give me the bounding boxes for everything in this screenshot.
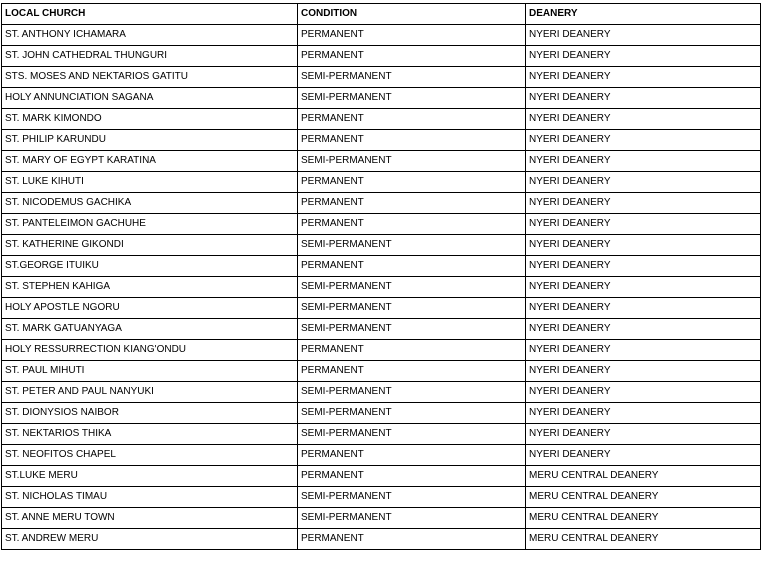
cell-deanery: NYERI DEANERY xyxy=(526,130,761,151)
cell-deanery: MERU CENTRAL DEANERY xyxy=(526,466,761,487)
cell-deanery: MERU CENTRAL DEANERY xyxy=(526,508,761,529)
cell-condition: SEMI-PERMANENT xyxy=(298,277,526,298)
church-table xyxy=(1,3,761,550)
cell-condition: SEMI-PERMANENT xyxy=(298,403,526,424)
table-row xyxy=(2,172,761,193)
table-row xyxy=(2,508,761,529)
cell-deanery: NYERI DEANERY xyxy=(526,151,761,172)
table-row xyxy=(2,256,761,277)
cell-local-church: ST. NEOFITOS CHAPEL xyxy=(2,445,298,466)
cell-deanery: MERU CENTRAL DEANERY xyxy=(526,529,761,550)
cell-condition: PERMANENT xyxy=(298,445,526,466)
cell-deanery: NYERI DEANERY xyxy=(526,256,761,277)
table-row xyxy=(2,25,761,46)
cell-local-church: ST. ANTHONY ICHAMARA xyxy=(2,25,298,46)
cell-local-church: ST. MARK GATUANYAGA xyxy=(2,319,298,340)
cell-local-church: ST. LUKE KIHUTI xyxy=(2,172,298,193)
table-row xyxy=(2,466,761,487)
cell-deanery: NYERI DEANERY xyxy=(526,382,761,403)
cell-local-church: ST. PAUL MIHUTI xyxy=(2,361,298,382)
table-row xyxy=(2,88,761,109)
cell-condition: PERMANENT xyxy=(298,172,526,193)
cell-condition: PERMANENT xyxy=(298,466,526,487)
cell-condition: SEMI-PERMANENT xyxy=(298,487,526,508)
cell-deanery: NYERI DEANERY xyxy=(526,298,761,319)
cell-local-church: ST. ANNE MERU TOWN xyxy=(2,508,298,529)
cell-condition: PERMANENT xyxy=(298,256,526,277)
cell-condition: SEMI-PERMANENT xyxy=(298,67,526,88)
cell-condition: PERMANENT xyxy=(298,25,526,46)
cell-deanery: NYERI DEANERY xyxy=(526,361,761,382)
table-row xyxy=(2,382,761,403)
header-deanery: DEANERY xyxy=(526,4,761,25)
cell-condition: PERMANENT xyxy=(298,214,526,235)
cell-deanery: NYERI DEANERY xyxy=(526,193,761,214)
cell-condition: SEMI-PERMANENT xyxy=(298,424,526,445)
cell-condition: PERMANENT xyxy=(298,130,526,151)
cell-local-church: ST. NICHOLAS TIMAU xyxy=(2,487,298,508)
table-row xyxy=(2,487,761,508)
table-row xyxy=(2,529,761,550)
cell-local-church: ST.LUKE MERU xyxy=(2,466,298,487)
cell-deanery: NYERI DEANERY xyxy=(526,340,761,361)
table-row xyxy=(2,361,761,382)
header-row xyxy=(2,4,761,25)
cell-deanery: NYERI DEANERY xyxy=(526,46,761,67)
cell-local-church: ST. NEKTARIOS THIKA xyxy=(2,424,298,445)
table-row xyxy=(2,445,761,466)
cell-local-church: ST. STEPHEN KAHIGA xyxy=(2,277,298,298)
cell-deanery: NYERI DEANERY xyxy=(526,445,761,466)
table-row xyxy=(2,424,761,445)
cell-condition: PERMANENT xyxy=(298,361,526,382)
cell-deanery: NYERI DEANERY xyxy=(526,88,761,109)
cell-deanery: NYERI DEANERY xyxy=(526,235,761,256)
cell-deanery: NYERI DEANERY xyxy=(526,214,761,235)
cell-local-church: ST. KATHERINE GIKONDI xyxy=(2,235,298,256)
cell-deanery: NYERI DEANERY xyxy=(526,277,761,298)
cell-local-church: ST. JOHN CATHEDRAL THUNGURI xyxy=(2,46,298,67)
table-row xyxy=(2,214,761,235)
cell-condition: SEMI-PERMANENT xyxy=(298,88,526,109)
cell-local-church: STS. MOSES AND NEKTARIOS GATITU xyxy=(2,67,298,88)
table-row xyxy=(2,130,761,151)
cell-condition: SEMI-PERMANENT xyxy=(298,151,526,172)
table-row xyxy=(2,277,761,298)
cell-condition: SEMI-PERMANENT xyxy=(298,382,526,403)
cell-local-church: HOLY ANNUNCIATION SAGANA xyxy=(2,88,298,109)
cell-local-church: ST.GEORGE ITUIKU xyxy=(2,256,298,277)
table-body xyxy=(2,25,761,550)
cell-condition: SEMI-PERMANENT xyxy=(298,298,526,319)
cell-local-church: HOLY APOSTLE NGORU xyxy=(2,298,298,319)
cell-condition: PERMANENT xyxy=(298,529,526,550)
cell-deanery: NYERI DEANERY xyxy=(526,109,761,130)
cell-condition: PERMANENT xyxy=(298,340,526,361)
cell-deanery: NYERI DEANERY xyxy=(526,319,761,340)
cell-local-church: ST. PANTELEIMON GACHUHE xyxy=(2,214,298,235)
table-row xyxy=(2,298,761,319)
table-row xyxy=(2,46,761,67)
cell-deanery: MERU CENTRAL DEANERY xyxy=(526,487,761,508)
table-row xyxy=(2,109,761,130)
table-row xyxy=(2,319,761,340)
cell-deanery: NYERI DEANERY xyxy=(526,25,761,46)
cell-local-church: ST. MARK KIMONDO xyxy=(2,109,298,130)
cell-condition: PERMANENT xyxy=(298,193,526,214)
cell-local-church: ST. ANDREW MERU xyxy=(2,529,298,550)
table-row xyxy=(2,151,761,172)
cell-deanery: NYERI DEANERY xyxy=(526,424,761,445)
cell-condition: PERMANENT xyxy=(298,109,526,130)
cell-deanery: NYERI DEANERY xyxy=(526,67,761,88)
cell-local-church: ST. PETER AND PAUL NANYUKI xyxy=(2,382,298,403)
table-row xyxy=(2,67,761,88)
cell-local-church: ST. DIONYSIOS NAIBOR xyxy=(2,403,298,424)
table-row xyxy=(2,193,761,214)
header-condition: CONDITION xyxy=(298,4,526,25)
table-row xyxy=(2,340,761,361)
cell-deanery: NYERI DEANERY xyxy=(526,403,761,424)
cell-local-church: ST. NICODEMUS GACHIKA xyxy=(2,193,298,214)
cell-local-church: HOLY RESSURRECTION KIANG'ONDU xyxy=(2,340,298,361)
table-row xyxy=(2,235,761,256)
table-row xyxy=(2,403,761,424)
cell-condition: SEMI-PERMANENT xyxy=(298,319,526,340)
cell-condition: SEMI-PERMANENT xyxy=(298,508,526,529)
cell-local-church: ST. PHILIP KARUNDU xyxy=(2,130,298,151)
header-local-church: LOCAL CHURCH xyxy=(2,4,298,25)
cell-condition: SEMI-PERMANENT xyxy=(298,235,526,256)
cell-local-church: ST. MARY OF EGYPT KARATINA xyxy=(2,151,298,172)
cell-condition: PERMANENT xyxy=(298,46,526,67)
cell-deanery: NYERI DEANERY xyxy=(526,172,761,193)
